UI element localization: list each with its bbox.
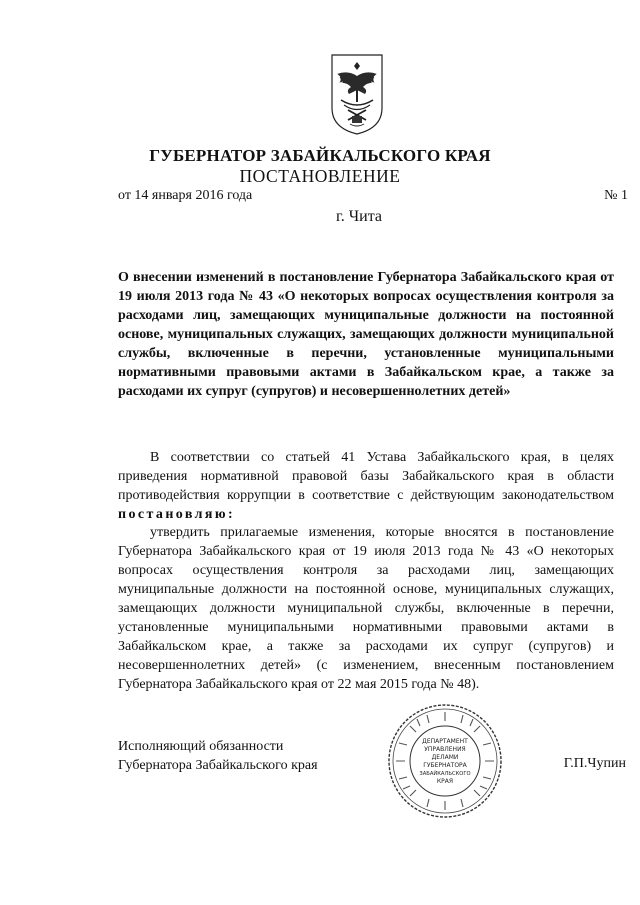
stamp-line-1: ДЕПАРТАМЕНТ (422, 738, 468, 745)
document-number: № 1 (604, 188, 628, 203)
signatory-position-line1: Исполняющий обязанности (118, 739, 284, 754)
resolve-word: постановляю: (118, 507, 236, 522)
coat-of-arms-icon (328, 52, 386, 136)
official-seal-stamp (387, 703, 503, 819)
resolution-paragraph: утвердить прилагаемые изменения, которые вносятся в постановление Губернатора Забайкальского края от 19 июля 2013 года № 43 «О некоторых вопросах осуществления контроля за расходами лиц, замещающих муниципальные должности на постоянной основе, муниципальных служащих, замещающих должности муниципальной службы, включенные в перечни, установленные муниципальными нормативными правовыми актами в Забайкальском крае, а также за расходами их супруг (супругов) и несовершеннолетних детей» (с изменением, внесенным постановлением Губернатора Забайкальского края от 22 мая 2015 года № 48). (118, 525, 614, 692)
stamp-line-4: ГУБЕРНАТОРА (423, 762, 467, 769)
signatory-position-line2: Губернатора Забайкальского края (118, 758, 318, 773)
preamble-text: В соответствии со статьей 41 Устава Забайкальского края, в целях приведения нормативной правовой базы Забайкальского края в области противодействия коррупции в соответствие с действующим законодательством (118, 450, 614, 503)
stamp-line-3: ДЕЛАМИ (431, 754, 459, 761)
stamp-line-2: УПРАВЛЕНИЯ (424, 746, 466, 753)
document-subject: О внесении изменений в постановление Губернатора Забайкальского края от 19 июля 2013 года № 43 «О некоторых вопросах осуществления контроля за расходами лиц, замещающих муниципальные должности на постоянной основе, муниципальных служащих, замещающих должности муниципальной службы, включенные в перечни, установленные муниципальными нормативными правовыми актами в Забайкальском крае, а также за расходами их супруг (супругов) и несовершеннолетних детей» (118, 270, 614, 399)
preamble-paragraph (118, 448, 614, 524)
stamp-line-6: КРАЯ (436, 778, 454, 785)
governor-title: ГУБЕРНАТОР ЗАБАЙКАЛЬСКОГО КРАЯ (149, 146, 491, 165)
stamp-line-5: ЗАБАЙКАЛЬСКОГО (419, 771, 471, 777)
signatory-name: Г.П.Чупин (563, 756, 626, 771)
document-type: ПОСТАНОВЛЕНИЕ (239, 166, 401, 186)
signatory-position (118, 737, 318, 775)
document-city: г. Чита (335, 208, 382, 225)
document-date: от 14 января 2016 года (118, 188, 253, 203)
